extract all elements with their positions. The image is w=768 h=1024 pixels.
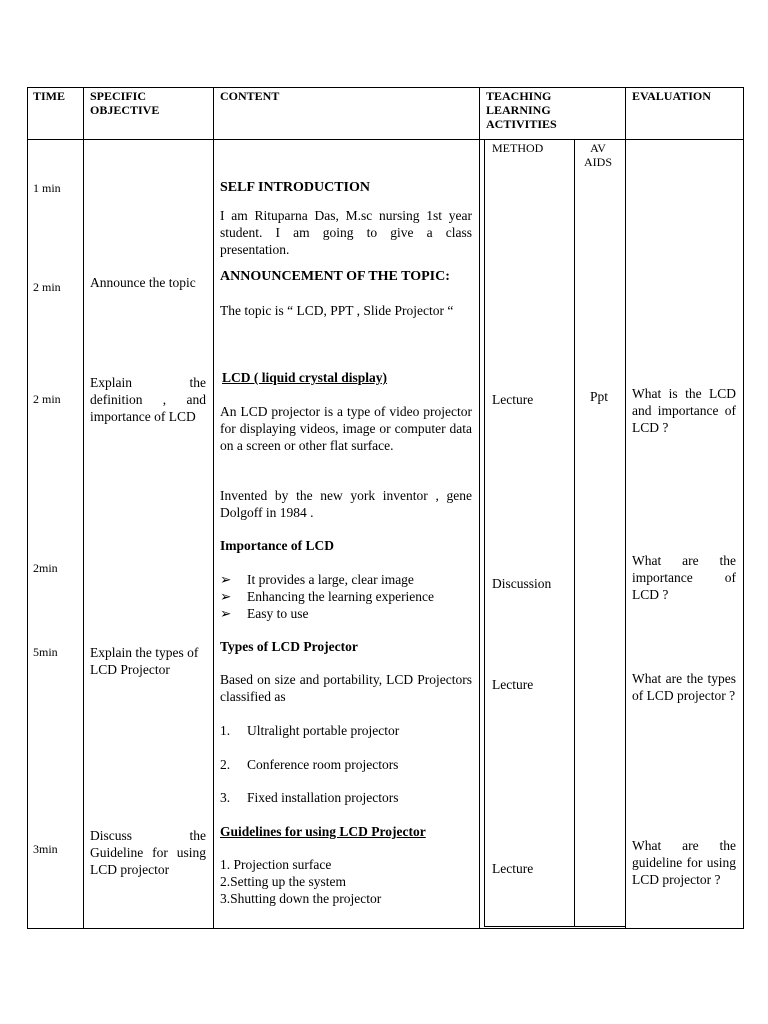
list-item: ➢ Easy to use xyxy=(220,606,309,621)
list-item: 3.Shutting down the projector xyxy=(220,891,382,906)
self-intro-title: SELF INTRODUCTION xyxy=(220,180,371,195)
evaluation-cell: What are the importance of LCD ? xyxy=(632,553,736,602)
evaluation-cell: What are the types of LCD projector ? xyxy=(632,671,736,703)
arrow-bullet-icon: ➢ xyxy=(220,572,232,587)
arrow-bullet-icon: ➢ xyxy=(220,606,232,621)
arrow-bullet-icon: ➢ xyxy=(220,589,232,604)
header-content: CONTENT xyxy=(220,89,280,103)
self-intro-text: I am Rituparna Das, M.sc nursing 1st year student. I am going to give a class presentation. xyxy=(220,208,472,257)
evaluation-cell: What are the guideline for using LCD projector ? xyxy=(632,838,736,887)
list-item: 1. Ultralight portable projector xyxy=(220,723,400,738)
list-item: ➢ Enhancing the learning experience xyxy=(220,589,435,604)
time-cell: 2 min xyxy=(33,392,61,406)
method-cell: Lecture xyxy=(492,861,534,876)
subheader-av-aids: AV AIDS xyxy=(583,141,612,169)
header-teaching-learning-activities: TEACHING LEARNING ACTIVITIES xyxy=(486,89,557,131)
header-time: TIME xyxy=(33,89,66,103)
types-intro: Based on size and portability, LCD Projectors classified as xyxy=(220,672,472,704)
objective-definition: Explain the definition , and importance of LCD xyxy=(90,375,206,424)
av-aid-cell: Ppt xyxy=(589,389,608,404)
method-cell: Lecture xyxy=(492,392,534,407)
list-item: 1. Projection surface xyxy=(220,857,332,872)
time-cell: 3min xyxy=(33,842,58,856)
time-cell: 1 min xyxy=(33,181,61,195)
list-item: 2.Setting up the system xyxy=(220,874,346,889)
objective-guideline: Discuss the Guideline for using LCD projector xyxy=(90,828,206,877)
subheader-method: METHOD xyxy=(492,141,544,155)
evaluation-cell: What is the LCD and importance of LCD ? xyxy=(632,386,736,435)
importance-list xyxy=(220,571,472,622)
objective-announce: Announce the topic xyxy=(90,275,196,290)
time-cell: 5min xyxy=(33,645,58,659)
list-item: 3. Fixed installation projectors xyxy=(220,790,399,805)
lcd-invention: Invented by the new york inventor , gene Dolgoff in 1984 . xyxy=(220,488,472,520)
lcd-title: LCD ( liquid crystal display) xyxy=(222,370,388,385)
guideline-title: Guidelines for using LCD Projector xyxy=(220,824,426,839)
list-item: ➢ It provides a large, clear image xyxy=(220,572,414,587)
lcd-definition: An LCD projector is a type of video projector for displaying videos, image or computer data on a screen or other flat surface. xyxy=(220,404,472,453)
time-cell: 2 min xyxy=(33,280,61,294)
method-cell: Lecture xyxy=(492,677,534,692)
header-evaluation: EVALUATION xyxy=(632,89,711,103)
objective-types: Explain the types of LCD Projector xyxy=(90,645,199,677)
importance-title: Importance of LCD xyxy=(220,538,334,553)
announcement-title: ANNOUNCEMENT OF THE TOPIC: xyxy=(220,269,450,284)
header-specific-objective: SPECIFIC OBJECTIVE xyxy=(90,89,160,117)
time-cell: 2min xyxy=(33,561,58,575)
types-title: Types of LCD Projector xyxy=(220,639,358,654)
list-item: 2. Conference room projectors xyxy=(220,757,399,772)
method-cell: Discussion xyxy=(492,576,552,591)
announcement-text: The topic is “ LCD, PPT , Slide Projector “ xyxy=(220,303,454,318)
